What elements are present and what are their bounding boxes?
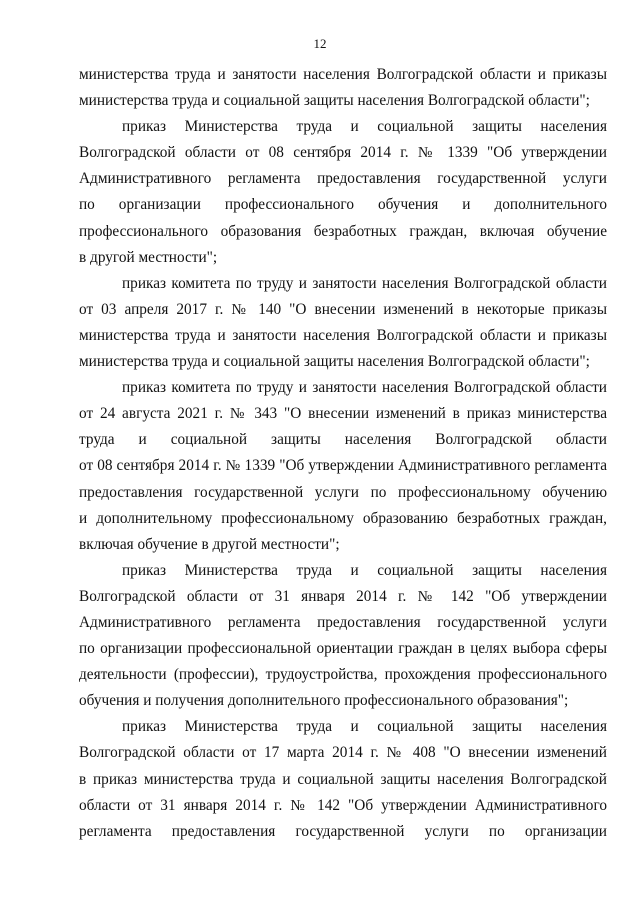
text-line: регламента предоставления государственной услуги по организации — [79, 822, 607, 840]
text-line: министерства труда и социальной защиты населения Волгоградской области"; — [79, 92, 590, 110]
text-line: и дополнительному профессиональному образованию безработных граждан, — [79, 509, 607, 527]
text-line: профессионального образования безработных граждан, включая обучение — [79, 222, 607, 240]
text-line: от 24 августа 2021 г. № 343 "О внесении изменений в приказ министерства — [79, 405, 607, 423]
paragraph — [79, 375, 607, 558]
text-line: включая обучение в другой местности"; — [79, 535, 340, 553]
text-line: предоставления государственной услуги по профессиональному обучению — [79, 483, 607, 501]
text-line: области от 31 января 2014 г. № 142 "Об утверждении Административного — [79, 796, 607, 814]
text-line: в другой местности"; — [79, 248, 218, 266]
text-line: деятельности (профессии), трудоустройства, прохождения профессионального — [79, 666, 607, 684]
text-line: в приказ министерства труда и социальной защиты населения Волгоградской — [79, 770, 607, 788]
text-line: приказ Министерства труда и социальной защиты населения — [122, 718, 607, 736]
paragraph — [79, 271, 607, 375]
text-line: Административного регламента предоставления государственной услуги — [79, 170, 607, 188]
text-line: Волгоградской области от 08 сентября 2014 г. № 1339 "Об утверждении — [79, 144, 607, 162]
page-number: 12 — [313, 36, 327, 51]
text-line: обучения и получения дополнительного профессионального образования"; — [79, 692, 569, 710]
text-line: от 03 апреля 2017 г. № 140 "О внесении изменений в некоторые приказы — [79, 300, 607, 318]
paragraph — [79, 714, 607, 844]
text-line: приказ комитета по труду и занятости населения Волгоградской области — [122, 379, 607, 397]
text-line: министерства труда и занятости населения Волгоградской области и приказы — [79, 326, 607, 344]
paragraph — [79, 114, 607, 271]
text-line: по организации профессионального обучения и дополнительного — [79, 196, 607, 214]
text-line: приказ комитета по труду и занятости населения Волгоградской области — [122, 274, 607, 292]
text-line: приказ Министерства труда и социальной защиты населения — [122, 118, 607, 136]
paragraph — [79, 62, 607, 114]
paragraph — [79, 558, 607, 715]
text-line: министерства труда и занятости населения Волгоградской области и приказы — [79, 66, 607, 83]
text-line: по организации профессиональной ориентации граждан в целях выбора сферы — [79, 640, 607, 658]
text-line: Волгоградской области от 31 января 2014 г. № 142 "Об утверждении — [79, 587, 607, 605]
text-line: министерства труда и социальной защиты населения Волгоградской области"; — [79, 353, 590, 371]
document-body — [79, 62, 607, 845]
text-line: Волгоградской области от 17 марта 2014 г. № 408 "О внесении изменений — [79, 744, 607, 762]
text-line: от 08 сентября 2014 г. № 1339 "Об утверждении Административного регламента — [79, 457, 607, 475]
text-line: приказ Министерства труда и социальной защиты населения — [122, 561, 607, 579]
text-line: Административного регламента предоставления государственной услуги — [79, 613, 607, 631]
text-line: труда и социальной защиты населения Волгоградской области — [79, 431, 607, 449]
